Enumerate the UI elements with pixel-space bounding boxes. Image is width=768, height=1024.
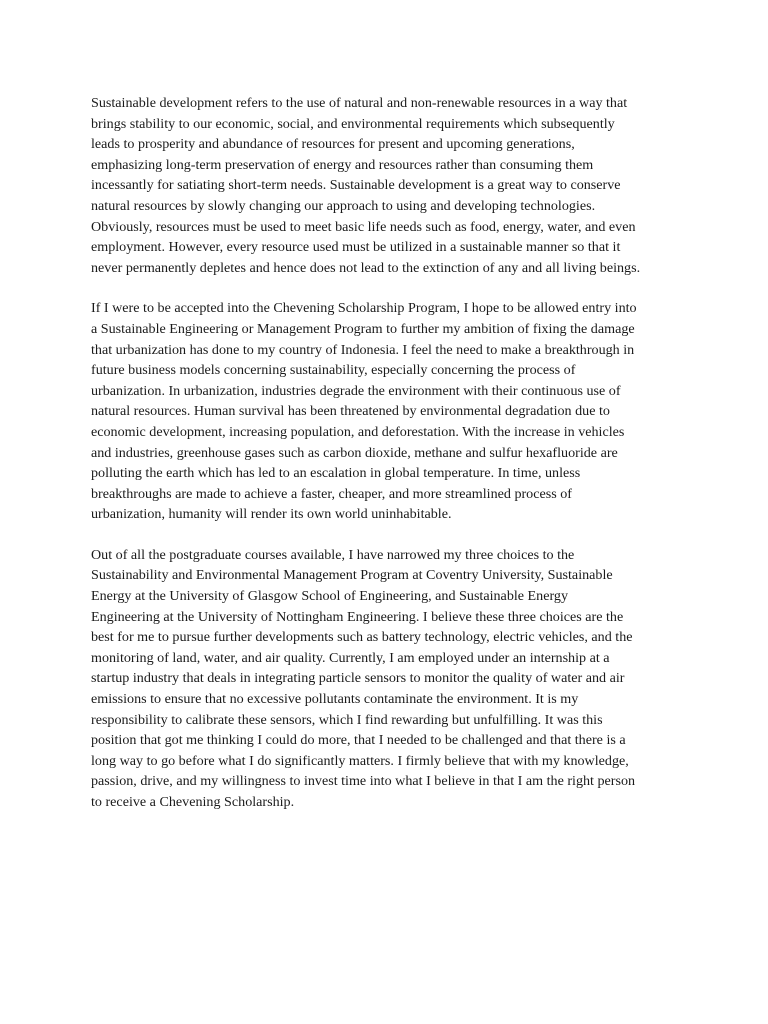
document-body xyxy=(91,93,691,833)
text-line: economic development, increasing population, and deforestation. With the increase in vehicles xyxy=(91,423,625,440)
paragraph-1 xyxy=(91,93,691,278)
text-line: Out of all the postgraduate courses available, I have narrowed my three choices to the xyxy=(91,546,575,563)
text-line: natural resources. Human survival has been threatened by environmental degradation due to xyxy=(91,403,610,420)
text-line: Obviously, resources must be used to meet basic life needs such as food, energy, water, and even xyxy=(91,218,636,235)
text-line: Sustainable development refers to the use of natural and non-renewable resources in a way that xyxy=(91,95,628,111)
text-line: and industries, greenhouse gases such as carbon dioxide, methane and sulfur hexafluoride are xyxy=(91,444,618,461)
text-line: Energy at the University of Glasgow School of Engineering, and Sustainable Energy xyxy=(91,588,568,605)
paragraph-2 xyxy=(91,298,691,525)
text-line: that urbanization has done to my country of Indonesia. I feel the need to make a breakthrough in xyxy=(91,341,635,358)
text-line: Sustainability and Environmental Management Program at Coventry University, Sustainable xyxy=(91,567,613,584)
text-line: best for me to pursue further developments such as battery technology, electric vehicles, and the xyxy=(91,629,633,646)
text-line: If I were to be accepted into the Chevening Scholarship Program, I hope to be allowed entry into xyxy=(91,300,637,317)
text-line: startup industry that deals in integrating particle sensors to monitor the quality of water and air xyxy=(91,670,625,687)
text-line: Engineering at the University of Nottingham Engineering. I believe these three choices are the xyxy=(91,608,624,625)
text-line: a Sustainable Engineering or Management Program to further my ambition of fixing the damage xyxy=(91,320,635,337)
text-line: future business models concerning sustainability, especially concerning the process of xyxy=(91,362,576,379)
text-line: natural resources by slowly changing our approach to using and developing technologies. xyxy=(91,197,596,214)
text-line: urbanization. In urbanization, industries degrade the environment with their continuous use of xyxy=(91,382,621,399)
text-line: emissions to ensure that no excessive pollutants contaminate the environment. It is my xyxy=(91,691,579,708)
text-line: emphasizing long-term preservation of energy and resources rather than consuming them xyxy=(91,156,594,173)
text-line: position that got me thinking I could do more, that I needed to be challenged and that there is a xyxy=(91,732,626,749)
text-line: leads to prosperity and abundance of resources for present and upcoming generations, xyxy=(91,136,575,153)
text-line: never permanently depletes and hence does not lead to the extinction of any and all living beings. xyxy=(91,259,641,276)
text-line: responsibility to calibrate these sensors, which I find rewarding but unfulfilling. It was this xyxy=(91,711,603,728)
text-line: long way to go before what I do significantly matters. I firmly believe that with my knowledge, xyxy=(91,752,629,769)
text-line: incessantly for satiating short-term needs. Sustainable development is a great way to conserve xyxy=(91,177,621,194)
text-line: urbanization, humanity will render its own world uninhabitable. xyxy=(91,506,452,523)
text-line: polluting the earth which has led to an escalation in global temperature. In time, unless xyxy=(91,465,581,482)
text-line: brings stability to our economic, social, and environmental requirements which subsequently xyxy=(91,115,615,132)
text-line: passion, drive, and my willingness to invest time into what I believe in that I am the right person xyxy=(91,773,636,790)
text-line: employment. However, every resource used must be utilized in a sustainable manner so that it xyxy=(91,239,621,256)
text-line: monitoring of land, water, and air quality. Currently, I am employed under an internship at a xyxy=(91,649,610,666)
text-line: breakthroughs are made to achieve a faster, cheaper, and more streamlined process of xyxy=(91,485,572,502)
text-line: to receive a Chevening Scholarship. xyxy=(91,794,295,810)
paragraph-3 xyxy=(91,545,691,813)
